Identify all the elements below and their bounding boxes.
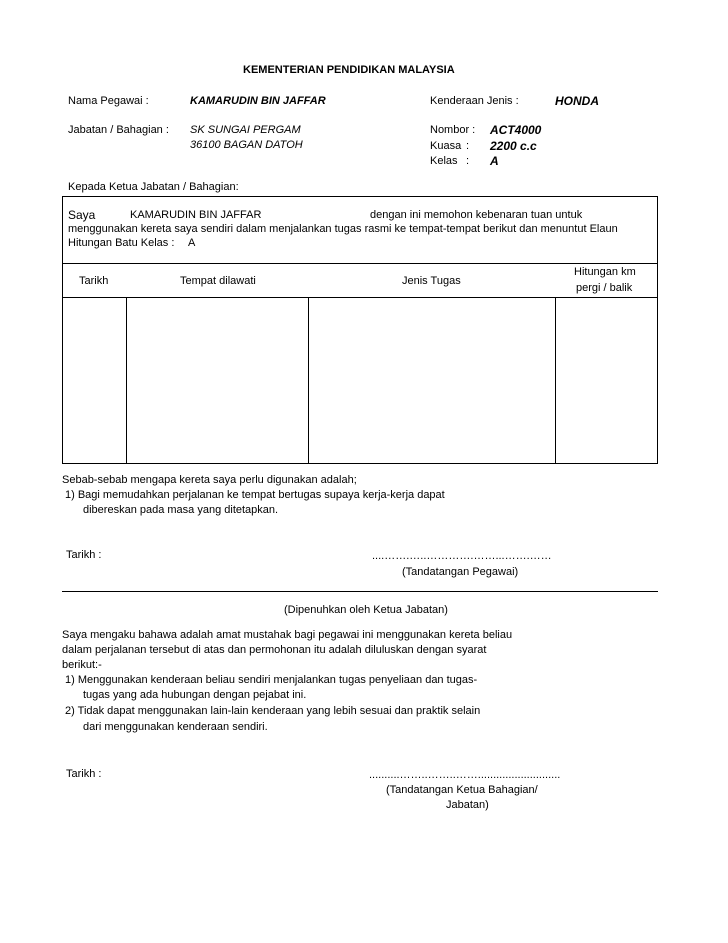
table-divider-3 <box>555 297 556 463</box>
kuasa-colon: : <box>466 140 470 152</box>
table-header-bottom-border <box>62 297 658 298</box>
reason-1-line2: dibereskan pada masa yang ditetapkan. <box>83 504 279 516</box>
frame-right-border <box>657 196 658 464</box>
kenderaan-jenis-value: HONDA <box>555 94 599 108</box>
nama-pegawai-label: Nama Pegawai : <box>68 95 149 107</box>
kepada-line: Kepada Ketua Jabatan / Bahagian: <box>68 181 239 193</box>
signature-caption-ketua-line2: Jabatan) <box>446 799 489 811</box>
jabatan-value-line1: SK SUNGAI PERGAM <box>190 124 301 136</box>
column-header-hitungan-line2: pergi / balik <box>576 282 633 294</box>
kenderaan-jenis-label: Kenderaan Jenis : <box>430 95 519 107</box>
ketua-paragraph-line1: Saya mengaku bahawa adalah amat mustahak bagi pegawai ini menggunakan kereta beliau <box>62 629 513 641</box>
jabatan-value-line2: 36100 BAGAN DATOH <box>190 139 303 151</box>
condition-2-line2: dari menggunakan kenderaan sendiri. <box>83 721 268 733</box>
jabatan-label: Jabatan / Bahagian : <box>68 124 169 136</box>
signature-caption-pegawai: (Tandatangan Pegawai) <box>402 566 519 578</box>
request-line1-tail: dengan ini memohon kebenaran tuan untuk <box>370 209 583 221</box>
ketua-paragraph-line3: berikut:- <box>62 659 102 671</box>
nombor-label: Nombor : <box>430 124 476 136</box>
frame-left-border <box>62 196 63 464</box>
reason-1-line1: 1) Bagi memudahkan perjalanan ke tempat bertugas supaya kerja-kerja dapat <box>65 489 445 501</box>
table-divider-1 <box>126 297 127 463</box>
kuasa-label: Kuasa <box>430 140 462 152</box>
nombor-value: ACT4000 <box>490 123 542 137</box>
hitungan-batu-kelas-value: A <box>188 237 196 249</box>
signature-line-pegawai: ....…….…..………….……...…….…… <box>372 550 552 562</box>
column-header-jenis-tugas: Jenis Tugas <box>402 275 461 287</box>
kelas-value: A <box>490 154 499 168</box>
form-title: KEMENTERIAN PENDIDIKAN MALAYSIA <box>243 64 455 76</box>
ketua-paragraph-line2: dalam perjalanan tersebut di atas dan permohonan itu adalah diluluskan dengan syarat <box>62 644 487 656</box>
section-divider <box>62 591 658 592</box>
kelas-colon: : <box>466 155 470 167</box>
request-line2: menggunakan kereta saya sendiri dalam menjalankan tugas rasmi ke tempat-tempat berikut dan menuntut Elaun <box>68 223 618 235</box>
condition-2-line1: 2) Tidak dapat menggunakan lain-lain kenderaan yang lebih sesuai dan praktik selain <box>65 705 481 717</box>
condition-1-line1: 1) Menggunakan kenderaan beliau sendiri menjalankan tugas penyeliaan dan tugas- <box>65 674 478 686</box>
column-header-tarikh: Tarikh <box>79 275 109 287</box>
reasons-intro: Sebab-sebab mengapa kereta saya perlu digunakan adalah; <box>62 474 357 486</box>
column-header-hitungan-line1: Hitungan km <box>574 266 636 278</box>
request-name: KAMARUDIN BIN JAFFAR <box>130 209 262 221</box>
nama-pegawai-value: KAMARUDIN BIN JAFFAR <box>190 95 326 107</box>
table-top-border <box>62 263 658 264</box>
table-bottom-border <box>62 463 658 464</box>
ketua-heading: (Dipenuhkan oleh Ketua Jabatan) <box>284 604 448 616</box>
table-divider-2 <box>308 297 309 463</box>
signature-line-ketua: ..........……..……..……........................... <box>369 769 561 781</box>
tarikh-label-ketua: Tarikh : <box>66 768 102 780</box>
column-header-tempat: Tempat dilawati <box>180 275 256 287</box>
kelas-label: Kelas <box>430 155 458 167</box>
hitungan-batu-kelas-label: Hitungan Batu Kelas : <box>68 237 175 249</box>
condition-1-line2: tugas yang ada hubungan dengan pejabat ini. <box>83 689 307 701</box>
saya-label: Saya <box>68 208 96 222</box>
frame-top-border <box>62 196 658 197</box>
kuasa-value: 2200 c.c <box>490 139 537 153</box>
tarikh-label-pegawai: Tarikh : <box>66 549 102 561</box>
signature-caption-ketua-line1: (Tandatangan Ketua Bahagian/ <box>386 784 538 796</box>
